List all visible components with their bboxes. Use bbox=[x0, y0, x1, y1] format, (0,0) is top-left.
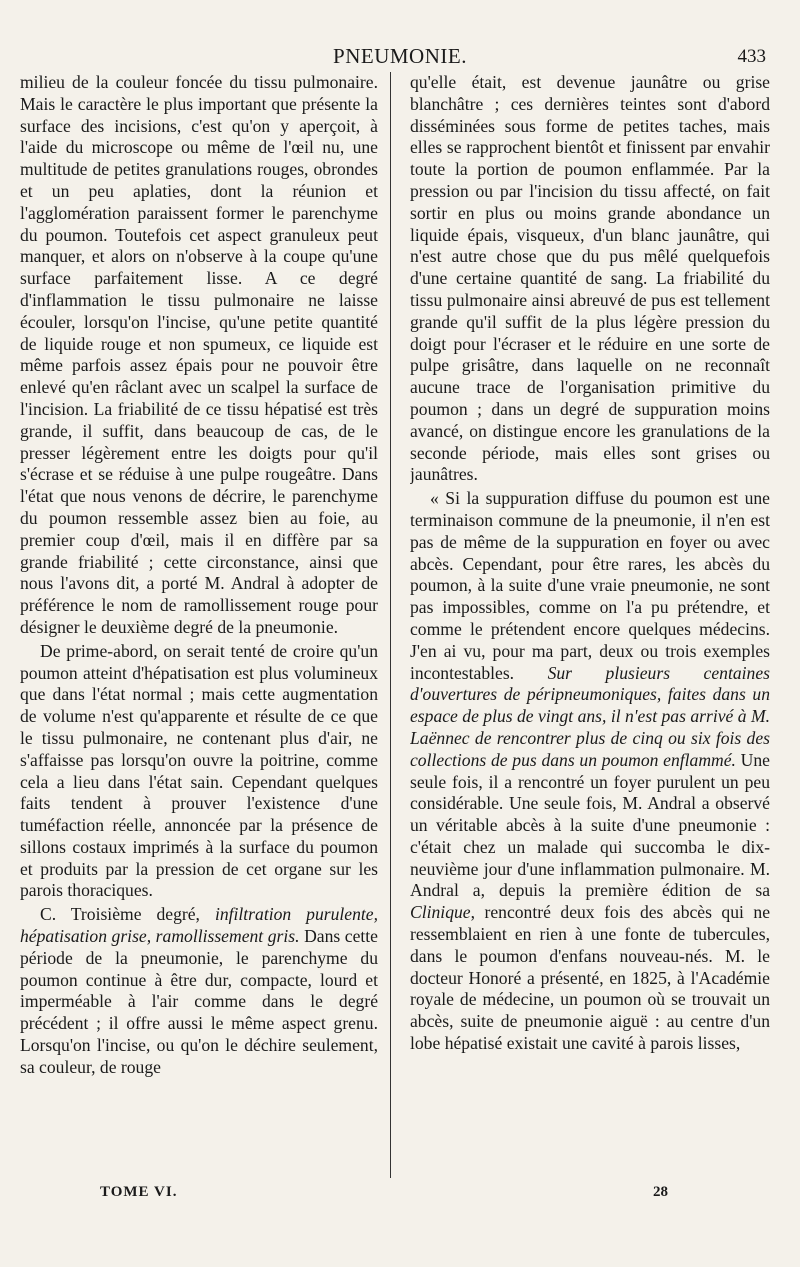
text-run: C. Troisième degré, bbox=[40, 904, 215, 925]
italic-text: Clinique bbox=[410, 902, 471, 923]
sheet-number: 28 bbox=[653, 1184, 668, 1200]
paragraph bbox=[410, 488, 770, 1055]
page-footer bbox=[22, 1184, 778, 1208]
text-run: Une seule fois, il a rencontré un foyer purulent un peu considérable. Une seule fois, M. Andral a observé un véritable abcès à la suite d'une pneumonie : c'était chez un malade qui succomba le dix-neuvième jour d'une inflammation pulmonaire. M. Andral a, depuis la première édition de sa bbox=[410, 749, 770, 901]
paragraph: qu'elle était, est devenue jaunâtre ou grise blanchâtre ; ces dernières teintes sont d'abord disséminées sous forme de petites taches, mais elles se rapprochent bientôt et finissent par envahir toute la portion de poumon enflammée. Par la pression ou par l'incision du tissu affecté, on fait sortir en plus ou moins grande abondance un liquide épais, visqueux, d'un blanc jaunâtre, qui n'est autre chose que du pus mêlé quelquefois d'une certaine quantité de sang. La friabilité du tissu pulmonaire ainsi abreuvé de pus est tellement grande qu'il suffit de la plus légère pression du doigt pour l'écraser et le réduire en une sorte de pulpe grisâtre, dans laquelle on ne reconnaît aucune trace de l'organisation primitive du poumon ; dans un degré de suppuration moins avancé, on distingue encore les granulations de la seconde période, mais elles sont grises ou jaunâtres. bbox=[410, 72, 770, 485]
text-run: Dans cette période de la pneumonie, le parenchyme du poumon continue à être dur, compacte, lourd et imperméable à l'air comme dans le degré précédent ; il offre aussi le même aspect grenu. Lorsqu'on l'incise, ou qu'on le déchire seulement, sa couleur, de rouge bbox=[20, 926, 378, 1077]
italic-text: infiltration purulente, hépatisation grise, ramollissement gris. bbox=[20, 904, 378, 947]
text-run: « Si la suppuration diffuse du poumon est une terminaison commune de la pneumonie, il n'en est pas de même de la suppuration en foyer ou avec abcès. Cependant, pour être rares, les abcès du poumon, à la suite d'une vraie pneumonie, ne sont pas impossibles, comme on l'a pu prétendre, et comme le prétendent encore quelques médecins. J'en ai vu, pour ma part, deux ou trois exemples incontestables. bbox=[410, 488, 770, 683]
column-divider bbox=[390, 72, 391, 1178]
paragraph: De prime-abord, on serait tenté de croire qu'un poumon atteint d'hépatisation est plus volumineux que dans l'état normal ; mais cette augmentation de volume n'est qu'apparente et résulte de ce que le tissu pulmonaire, ne contenant plus d'air, ne s'affaisse pas lorsqu'on ouvre la poitrine, comme cela a lieu dans l'état sain. Cependant quelques faits tendent à prouver l'existence d'une tuméfaction réelle, annoncée par la présence de sillons costaux imprimés à la surface du poumon et produits par la pression de cet organe sur les parois thoraciques. bbox=[20, 640, 378, 901]
volume-signature: TOME VI. bbox=[100, 1184, 178, 1200]
page-number: 433 bbox=[737, 46, 766, 67]
paragraph bbox=[20, 904, 378, 1078]
running-title: PNEUMONIE. bbox=[333, 44, 467, 68]
page-header bbox=[22, 44, 778, 72]
italic-text: Sur plusieurs centaines d'ouvertures de péripneumoniques, faites dans un espace de plus de vingt ans, il n'est pas arrivé à M. Laënnec de rencontrer plus de cinq ou six fois des collections de pus dans un poumon enflammé. bbox=[410, 662, 770, 770]
paragraph: milieu de la couleur foncée du tissu pulmonaire. Mais le caractère le plus important que présente la surface des incisions, c'est qu'on y aperçoit, à l'aide du microscope ou même de l'œil nu, une multitude de petites granulations rouges, obrondes et un peu aplaties, dont la réunion et l'agglomération paraissent former le parenchyme du poumon. Toutefois cet aspect granuleux peut manquer, et alors on n'observe à la coupe qu'une surface parfaitement lisse. A ce degré d'inflammation le tissu pulmonaire ne laisse écouler, lorsqu'on l'incise, qu'une petite quantité de liquide rouge et non spumeux, ce liquide est même parfois assez épais pour ne pouvoir être enlevé qu'en râclant avec un scalpel la surface de l'incision. La friabilité de ce tissu hépatisé est très grande, il suffit, dans beaucoup de cas, de le presser légèrement entre les doigts pour qu'il s'écrase et se réduise à une pulpe rougeâtre. Dans l'état que nous venons de décrire, le parenchyme du poumon ressemble assez bien au foie, au premier coup d'œil, mais il en diffère par sa grande friabilité ; cette circonstance, ainsi que nous l'avons dit, a porté M. Andral à adopter de préférence le nom de ramollissement rouge pour désigner le deuxième degré de la pneumonie. bbox=[20, 72, 378, 637]
text-columns bbox=[20, 72, 780, 1178]
right-column bbox=[410, 72, 770, 1178]
left-column bbox=[20, 72, 378, 1178]
text-run: , rencontré deux fois des abcès qui ne ressemblaient en rien à une fonte de tubercules, dans le poumon d'enfans nouveau-nés. M. le docteur Honoré a présenté, en 1825, à l'Académie royale de médecine, un poumon où se trouvait un abcès, suite de pneumonie aiguë : au centre d'un lobe hépatisé existait une cavité à parois lisses, bbox=[410, 902, 770, 1054]
